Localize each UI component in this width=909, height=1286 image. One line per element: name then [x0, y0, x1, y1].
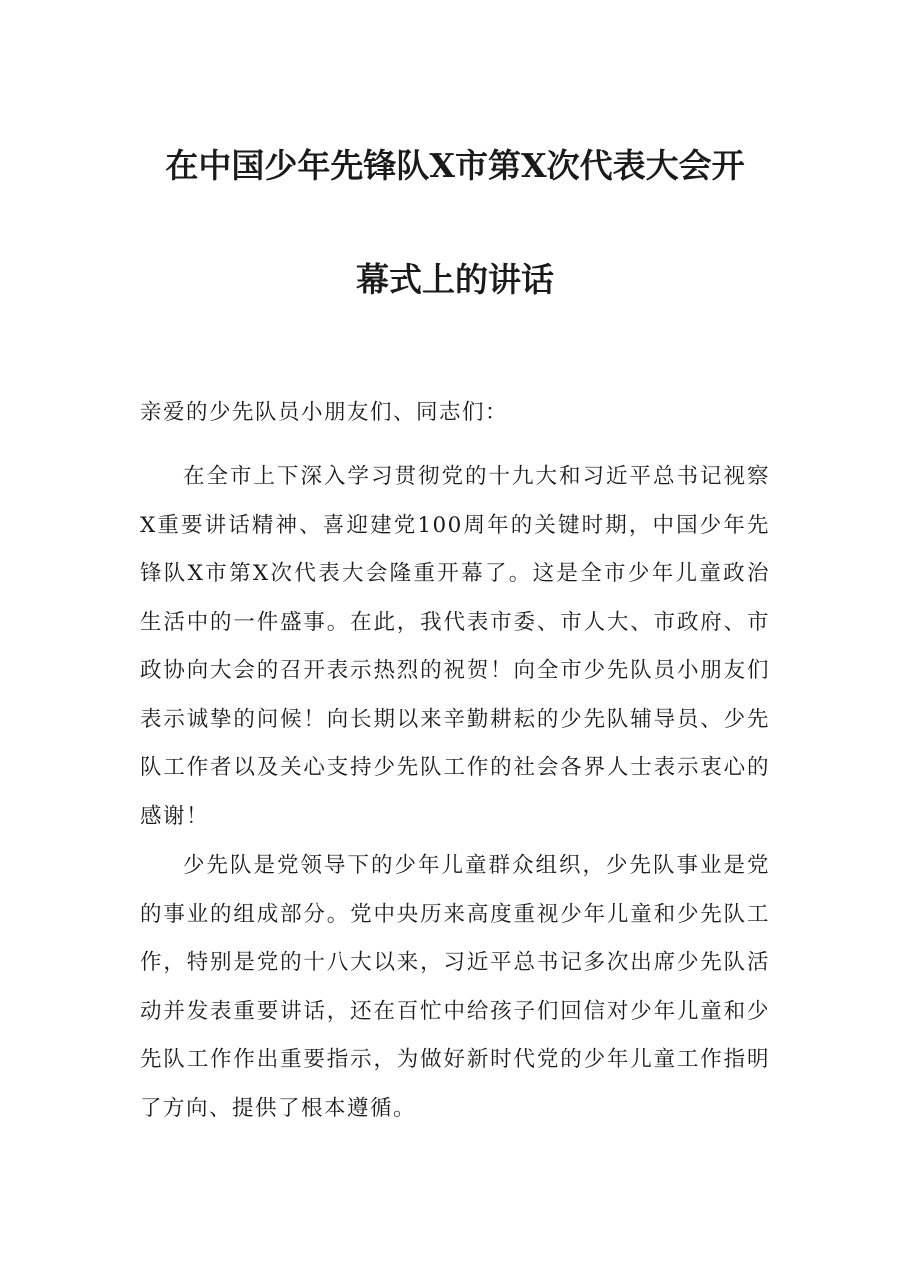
paragraph-1: 在全市上下深入学习贯彻党的十九大和习近平总书记视察X重要讲话精神、喜迎建党100周年的关键时期，中国少年先锋队X市第X次代表大会隆重开幕了。这是全市少年儿童政治生活中的一件盛事。在此，我代表市委、市人大、市政府、市政协向大会的召开表示热烈的祝贺！向全市少先队员小朋友们表示诚挚的问候！向长期以来辛勤耕耘的少先队辅导员、少先队工作者以及关心支持少先队工作的社会各界人士表示衷心的感谢！ — [140, 464, 770, 829]
paragraph-2: 少先队是党领导下的少年儿童群众组织，少先队事业是党的事业的组成部分。党中央历来高度重视少年儿童和少先队工作，特别是党的十八大以来，习近平总书记多次出席少先队活动并发表重要讲话，还在百忙中给孩子们回信对少年儿童和少先队工作作出重要指示，为做好新时代党的少年儿童工作指明了方向、提供了根本遵循。 — [140, 853, 770, 1121]
salutation: 亲爱的少先队员小朋友们、同志们： — [140, 400, 509, 425]
document-title-line-2: 幕式上的讲话 — [356, 260, 554, 299]
document-title-line-1: 在中国少年先锋队X市第X次代表大会开 — [165, 146, 745, 185]
